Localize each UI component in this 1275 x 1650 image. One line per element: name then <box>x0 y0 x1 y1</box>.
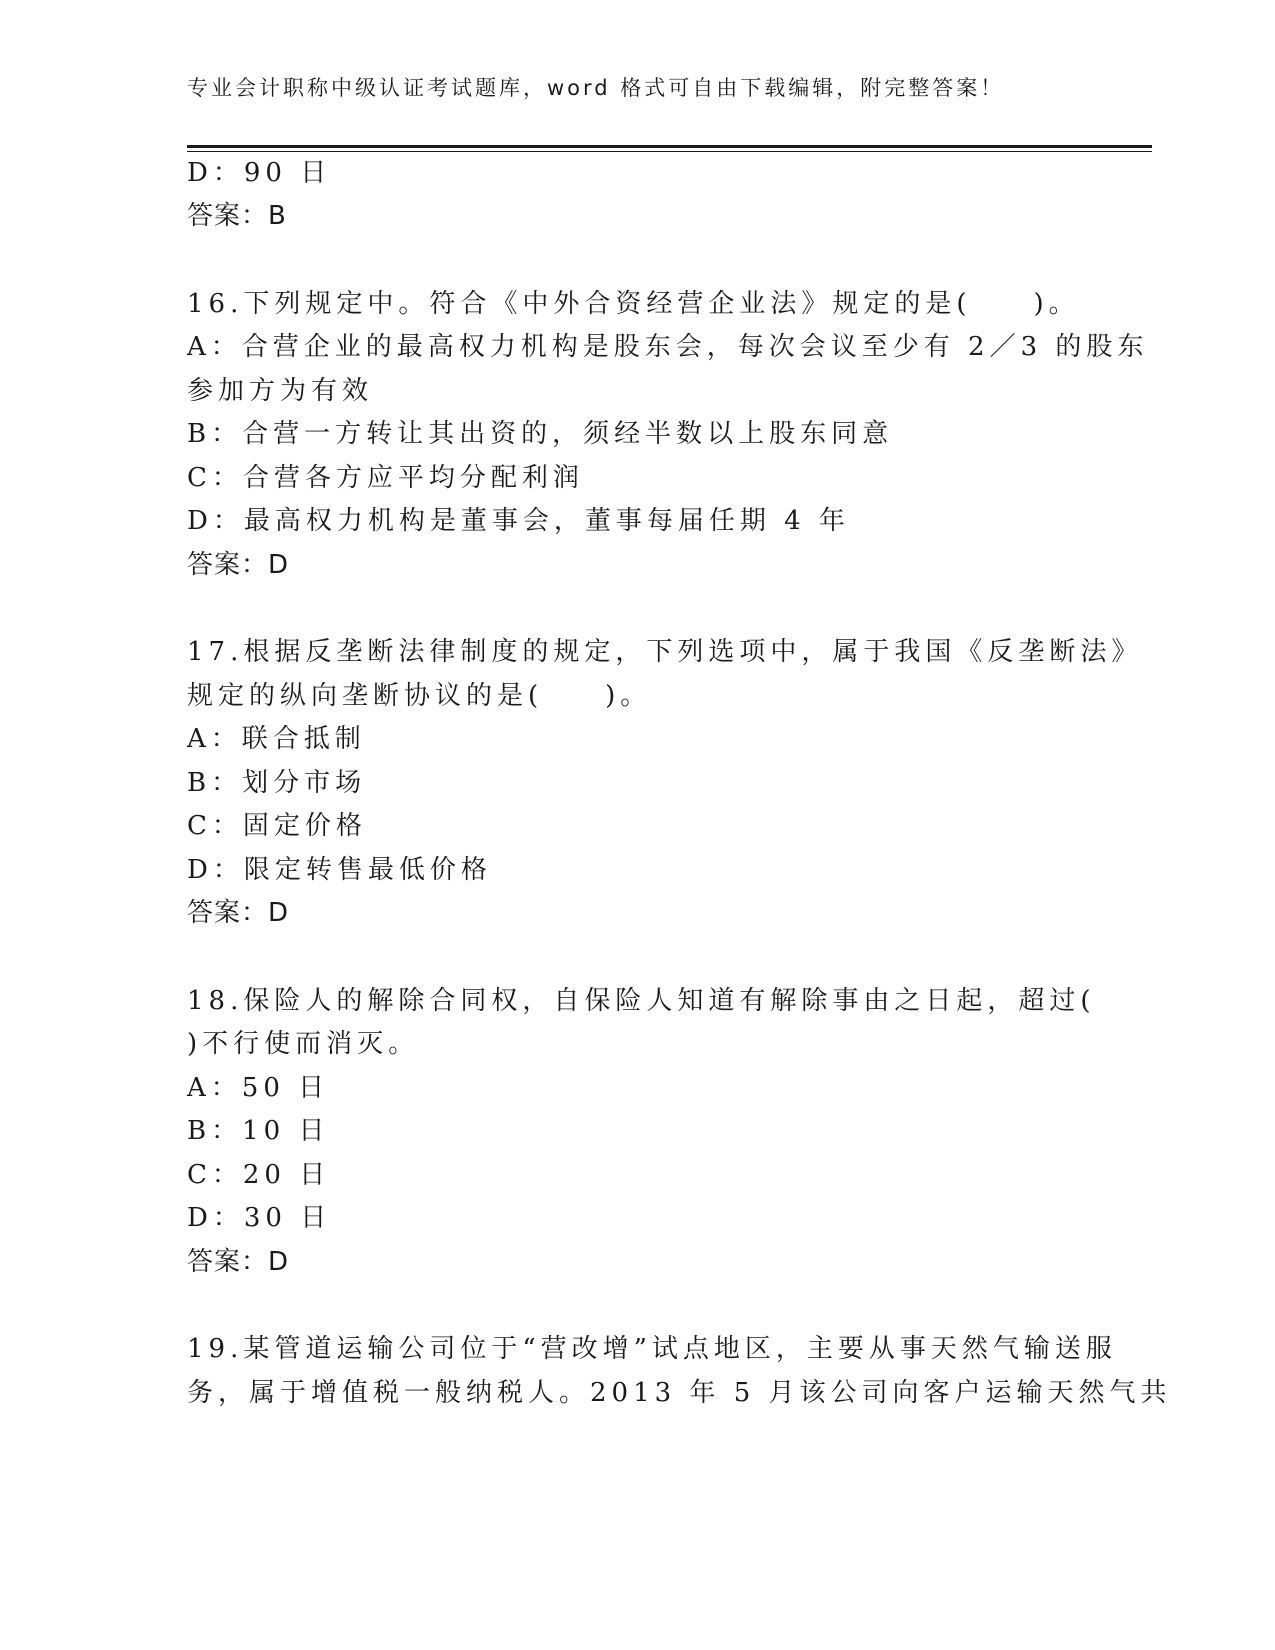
answer: 答案：D <box>187 550 290 580</box>
question-stem: 18.保险人的解除合同权，自保险人知道有解除事由之日起，超过( <box>187 986 1096 1016</box>
question-stem-continued: )不行使而消灭。 <box>187 1029 420 1059</box>
header-rule-thick <box>187 145 1152 148</box>
header-rule-thin <box>187 151 1152 152</box>
page-header: 专业会计职称中级认证考试题库，word 格式可自由下载编辑，附完整答案！ <box>187 76 1005 100</box>
question-stem-continued: 规定的纵向垄断协议的是( )。 <box>187 681 652 711</box>
answer: 答案：D <box>187 1247 290 1277</box>
prev-option-d: D：90 日 <box>187 158 332 188</box>
option-b: B：合营一方转让其出资的，须经半数以上股东同意 <box>187 419 894 449</box>
option-a: A：联合抵制 <box>187 724 366 754</box>
option-b: B：10 日 <box>187 1116 330 1146</box>
prev-answer: 答案：B <box>187 201 287 231</box>
option-a: A：50 日 <box>187 1073 330 1103</box>
question-stem: 19.某管道运输公司位于“营改增”试点地区，主要从事天然气输送服 <box>187 1334 1117 1364</box>
question-stem: 16.下列规定中。符合《中外合资经营企业法》规定的是( )。 <box>187 289 1080 319</box>
option-d: D：最高权力机构是董事会，董事每届任期 4 年 <box>187 506 850 536</box>
option-a: A：合营企业的最高权力机构是股东会，每次会议至少有 2／3 的股东 <box>187 332 1149 362</box>
option-b: B：划分市场 <box>187 768 367 798</box>
option-d: D：30 日 <box>187 1203 332 1233</box>
option-c: C：合营各方应平均分配利润 <box>187 463 584 493</box>
question-stem: 17.根据反垄断法律制度的规定，下列选项中，属于我国《反垄断法》 <box>187 637 1143 667</box>
option-a-continued: 参加方为有效 <box>187 376 374 406</box>
option-d: D：限定转售最低价格 <box>187 855 492 885</box>
option-c: C：20 日 <box>187 1160 331 1190</box>
option-c: C：固定价格 <box>187 811 367 841</box>
question-stem-continued: 务，属于增值税一般纳税人。2013 年 5 月该公司向客户运输天然气共 <box>187 1378 1172 1408</box>
answer: 答案：D <box>187 898 290 928</box>
